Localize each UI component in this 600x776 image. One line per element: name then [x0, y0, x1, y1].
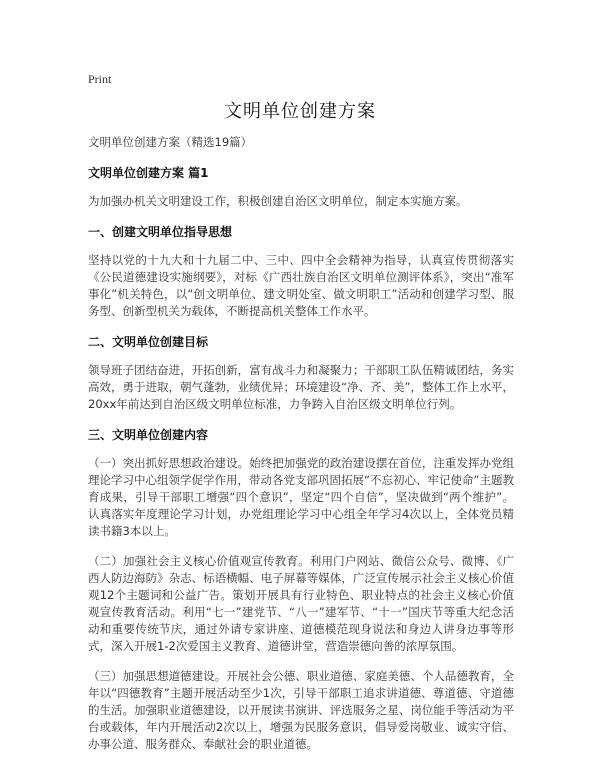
paragraph-moral-building: （三）加强思想道德建设。开展社会公德、职业道德、家庭美德、个人品德教育，全年以“四德教育”主题开展活动至少1次，引导干部职工追求讲道德、尊道德、守道德的生活。加强职业道德建设，以开展读书演讲、评选服务之星、岗位能手等活动为平台或载体，年内开展活动2次以上，增强为民服务意识，倡导爱岗敬业、诚实守信、办事公道、服务群众、奉献社会的职业道德。	[88, 669, 514, 751]
section-heading-guiding-ideology: 一、创建文明单位指导思想	[88, 225, 233, 239]
document-body	[88, 134, 514, 766]
paragraph-core-values: （二）加强社会主义核心价值观宣传教育。利用门户网站、微信公众号、微博、《广西人防边海防》杂志、标语横幅、电子屏幕等媒体，广泛宣传展示社会主义核心价值观12个主题词和公益广告。策划开展具有行业特色、职业特点的社会主义核心价值观宣传教育活动。利用“七一”建党节、“八一”建军节、“十一”国庆节等重大纪念活动和重要传统节庆，通过外请专家讲座、道德模范现身说法和身边人讲身边事等形式，深入开展1-2次爱国主义教育、道德讲堂，营造崇德向善的浓厚氛围。	[88, 554, 514, 653]
paragraph-guiding-ideology: 坚持以党的十九大和十九届二中、三中、四中全会精神为指导，认真宣传贯彻落实《公民道德建设实施纲要》，对标《广西壮族自治区文明单位测评体系》，突出“准军事化”机关特色，以“创文明单位、建文明处室、做文明职工”活动和创建学习型、服务型、创新型机关为载体，不断提高机关整体工作水平。	[88, 253, 514, 318]
part-heading: 文明单位创建方案 篇1	[88, 166, 209, 180]
paragraph-goals: 领导班子团结奋进，开拓创新，富有战斗力和凝聚力；干部职工队伍精诚团结，务实高效，勇于进取，朝气蓬勃，业绩优异；环境建设“净、齐、美”，整体工作上水平，20xx年前达到自治区级文明单位标准，力争跨入自治区级文明单位行列。	[88, 363, 514, 411]
section-heading-goals: 二、文明单位创建目标	[88, 335, 209, 349]
page-title: 文明单位创建方案	[224, 101, 376, 122]
print-link[interactable]: Print	[88, 72, 112, 86]
document-subtitle: 文明单位创建方案（精选19篇）	[88, 135, 253, 149]
section-heading-content: 三、文明单位创建内容	[88, 428, 209, 442]
paragraph-political-building: （一）突出抓好思想政治建设。始终把加强党的政治建设摆在首位，注重发挥办党组理论学习中心组领学促学作用，带动各党支部巩固拓展“不忘初心、牢记使命”主题教育成果，引导干部职工增强“四个意识”，坚定“四个自信”，坚决做到“两个维护”。认真落实年度理论学习计划，办党组理论学习中心组全年学习4次以上，全体党员精读书籍3本以上。	[88, 456, 514, 538]
intro-paragraph: 为加强办机关文明建设工作，积极创建自治区文明单位，制定本实施方案。	[88, 194, 468, 208]
